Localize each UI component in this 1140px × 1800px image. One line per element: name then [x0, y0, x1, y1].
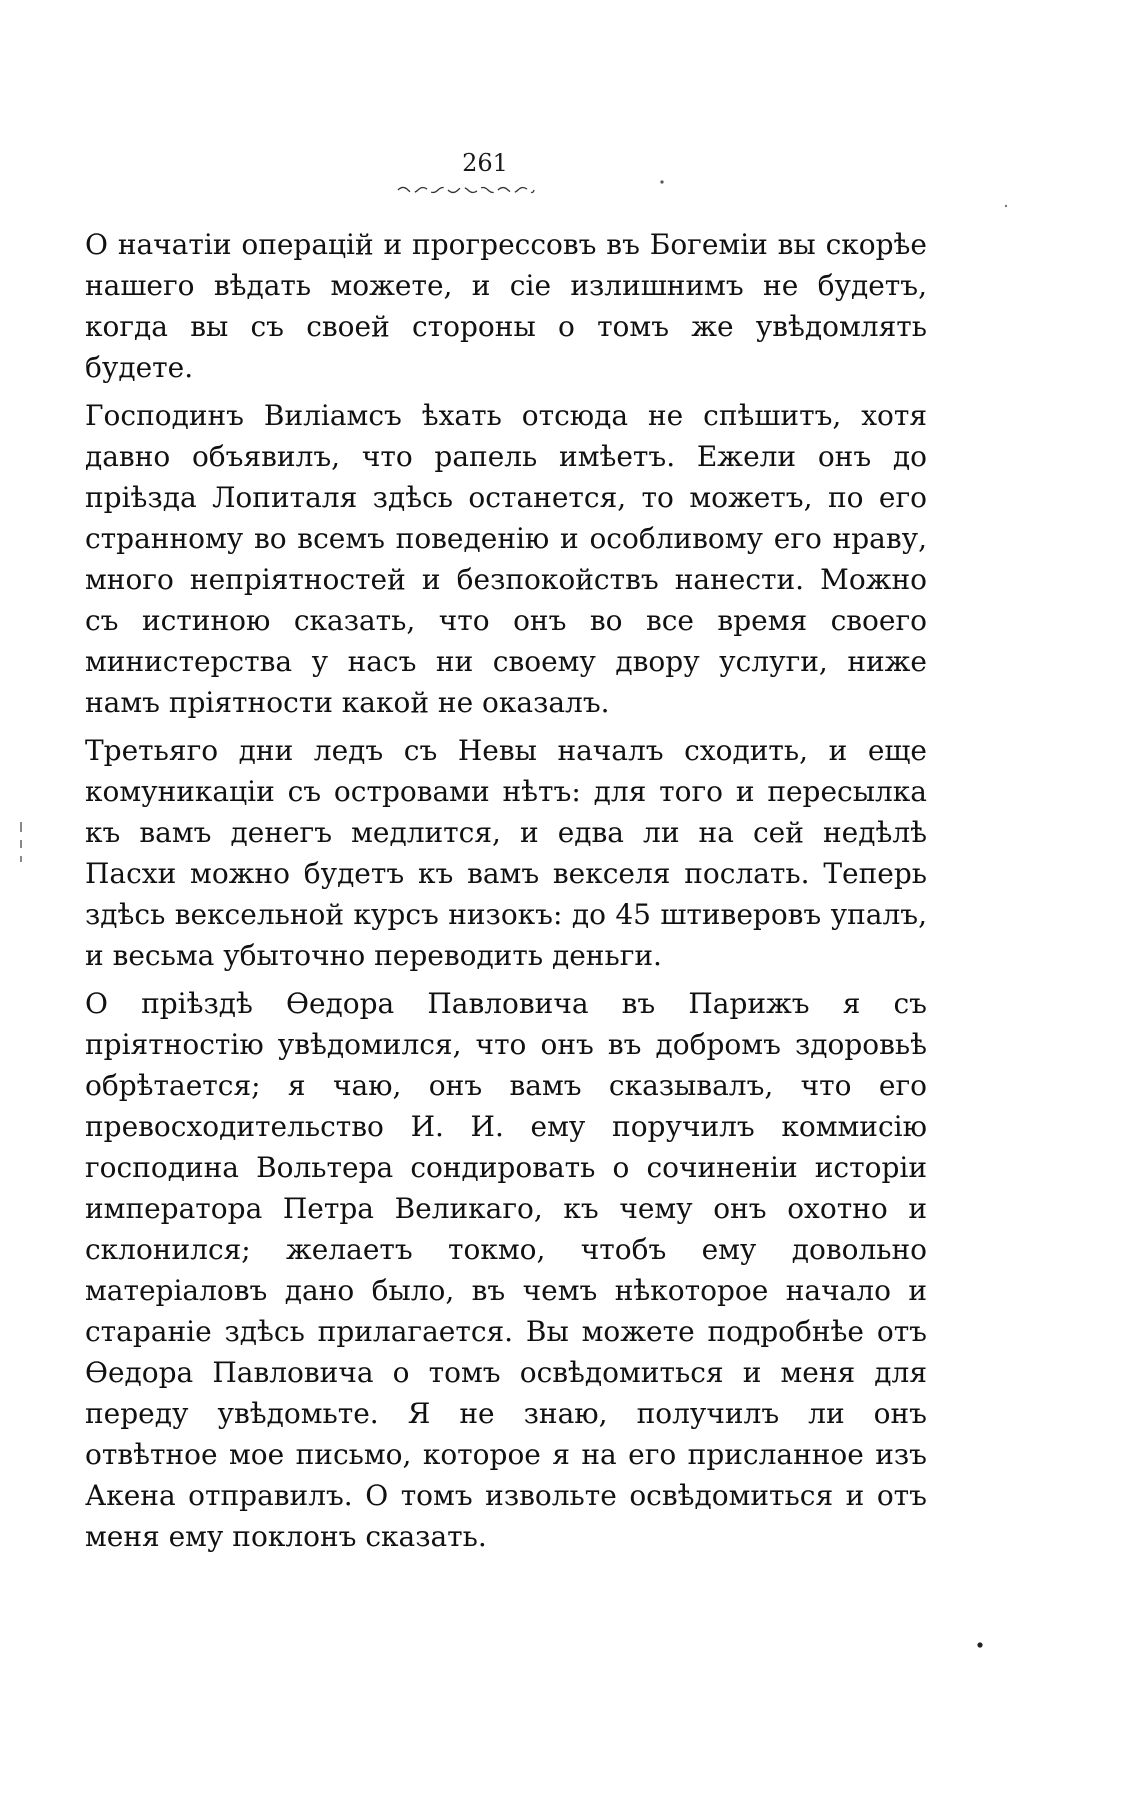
- paragraph-3: Третьяго дни ледъ съ Невы началъ сходить, и еще комуникаціи съ островами нѣтъ: для того и пересылка къ вамъ денегъ медлится, и едва ли на сей недѣлѣ Пасхи можно будетъ къ вамъ векселя послать. Теперь здѣсь вексельной курсъ низокъ: до 45 штиверовъ упалъ, и весьма убыточно переводить деньги.: [85, 734, 927, 972]
- paragraph-4: О пріѣздѣ Ѳедора Павловича въ Парижъ я съ пріятностію увѣдомился, что онъ въ добромъ здоровьѣ обрѣтается; я чаю, онъ вамъ сказывалъ, что его превосходительство И. И. ему поручилъ коммисію господина Вольтера сондировать о сочиненіи исторіи императора Петра Великаго, къ чему онъ охотно и склонился; желаетъ токмо, чтобъ ему довольно матеріаловъ дано было, въ чемъ нѣкоторое начало и стараніе здѣсь прилагается. Вы можете подробнѣе отъ Ѳедора Павловича о томъ освѣдомиться и меня для переду увѣдомьте. Я не знаю, получилъ ли онъ отвѣтное мое письмо, которое я на его присланное изъ Акена отправилъ. О томъ извольте освѣдомиться и отъ меня ему поклонъ сказать.: [85, 987, 927, 1553]
- paragraph-2: Господинъ Виліамсъ ѣхать отсюда не спѣшитъ, хотя давно объявилъ, что рапель имѣетъ. Ежели онъ до пріѣзда Лопиталя здѣсь останется, то можетъ, по его странному во всемъ поведенію и особливому его нраву, много непріятностей и безпокойствъ нанести. Можно съ истиною сказать, что онъ во все время своего министерства у насъ ни своему двору услуги, ниже намъ пріятности какой не оказалъ.: [85, 399, 927, 719]
- body-text: [85, 224, 927, 1564]
- paragraph-1: О начатіи операцій и прогрессовъ въ Богеміи вы скорѣе нашего вѣдать можете, и сіе излишнимъ не будетъ, когда вы съ своей стороны о томъ же увѣдомлять будете.: [85, 228, 927, 384]
- wavy-ornament-rule: [396, 184, 536, 196]
- page-number: 261: [462, 149, 508, 177]
